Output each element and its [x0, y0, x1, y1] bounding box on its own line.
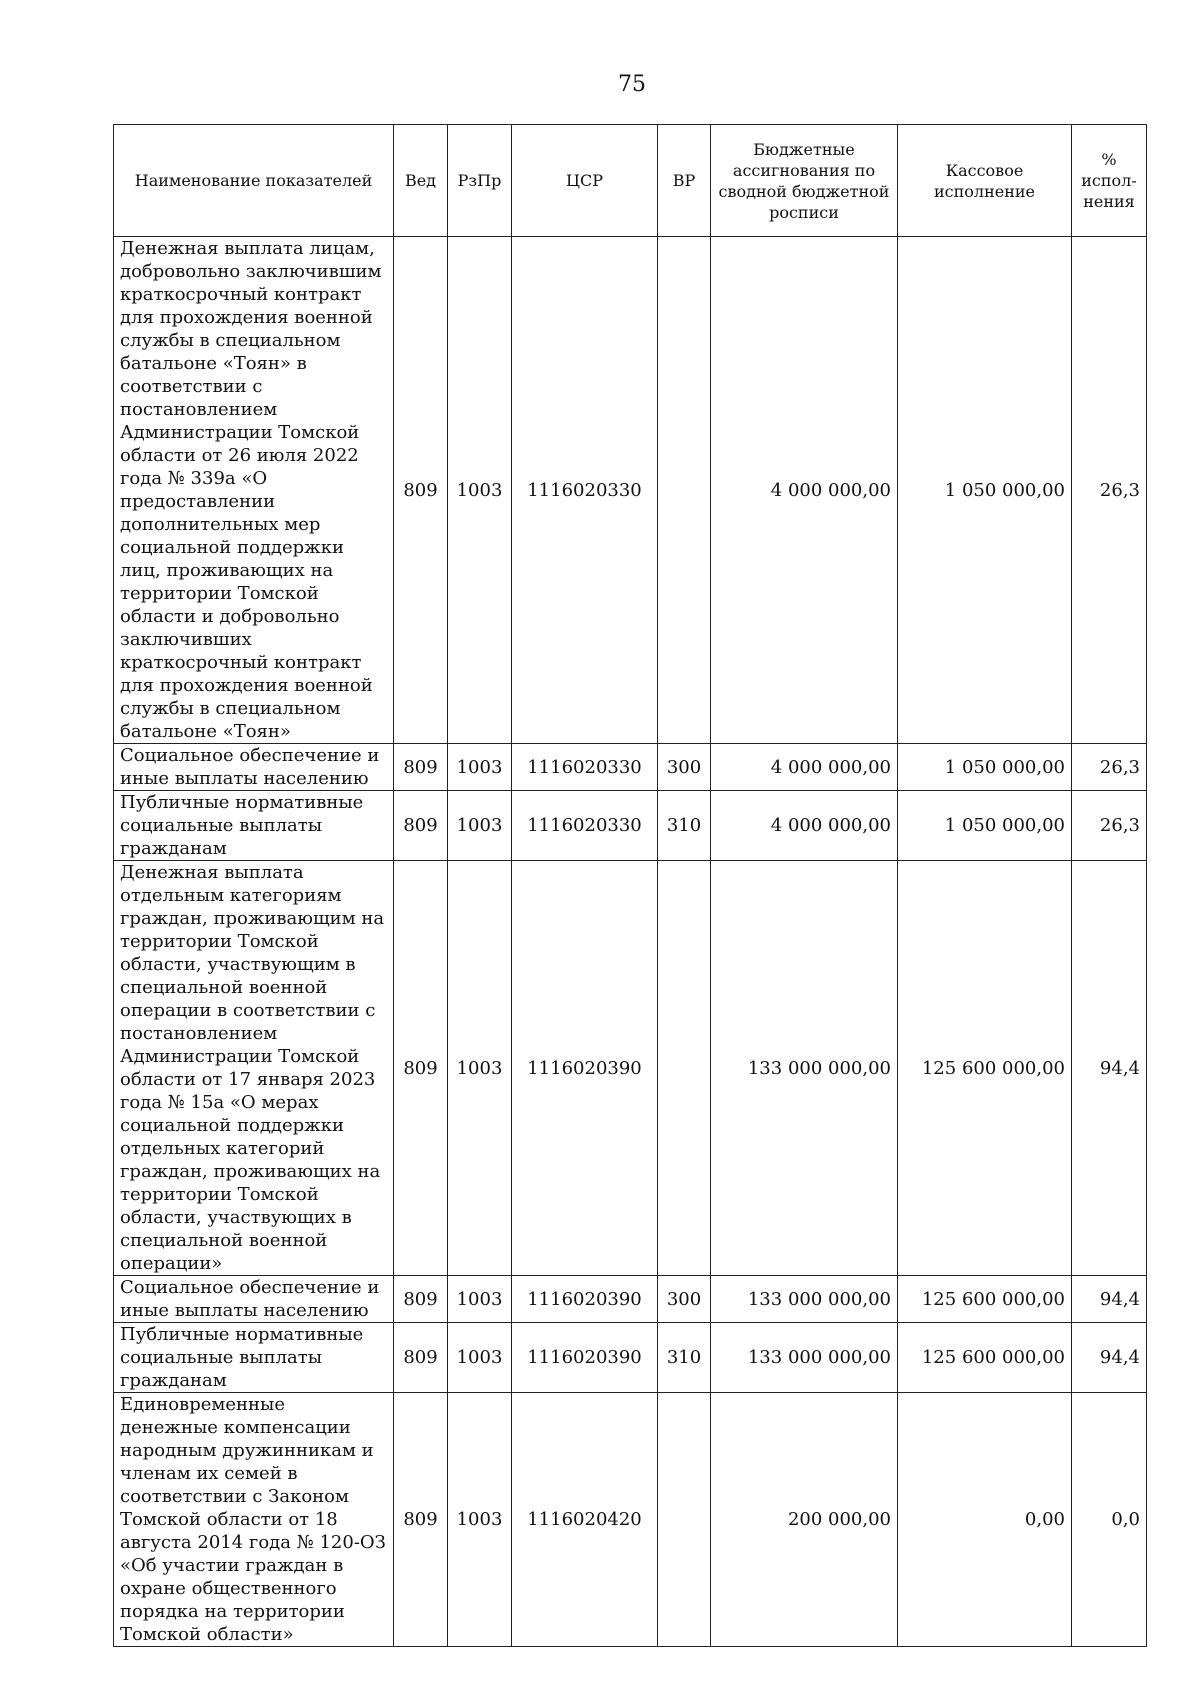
table-row: [114, 861, 1147, 1276]
row-ved: 809: [394, 1323, 448, 1393]
table-row: [114, 1276, 1147, 1323]
row-csr: 1116020390: [512, 1323, 658, 1393]
row-csr: 1116020420: [512, 1393, 658, 1647]
row-budget: 4 000 000,00: [711, 744, 898, 791]
row-cash: 1 050 000,00: [898, 791, 1072, 861]
row-budget: 133 000 000,00: [711, 861, 898, 1276]
row-ved: 809: [394, 237, 448, 744]
row-percent: 26,3: [1072, 744, 1147, 791]
row-cash: 1 050 000,00: [898, 744, 1072, 791]
row-budget: 133 000 000,00: [711, 1276, 898, 1323]
row-vr: 300: [658, 744, 711, 791]
header-csr: ЦСР: [512, 125, 658, 237]
row-rzpr: 1003: [448, 791, 512, 861]
header-ved: Вед: [394, 125, 448, 237]
row-vr: [658, 861, 711, 1276]
row-vr: 300: [658, 1276, 711, 1323]
header-budget: Бюджетные ассигнования по сводной бюджетной росписи: [711, 125, 898, 237]
row-name: Публичные нормативные социальные выплаты гражданам: [114, 1323, 394, 1393]
row-cash: 125 600 000,00: [898, 1323, 1072, 1393]
budget-execution-table: [113, 124, 1147, 1647]
table-row: [114, 1393, 1147, 1647]
row-ved: 809: [394, 1276, 448, 1323]
row-rzpr: 1003: [448, 744, 512, 791]
row-csr: 1116020390: [512, 1276, 658, 1323]
row-ved: 809: [394, 861, 448, 1276]
row-percent: 94,4: [1072, 1276, 1147, 1323]
row-ved: 809: [394, 1393, 448, 1647]
header-rzpr: РзПр: [448, 125, 512, 237]
row-ved: 809: [394, 744, 448, 791]
row-csr: 1116020330: [512, 791, 658, 861]
row-csr: 1116020390: [512, 861, 658, 1276]
row-budget: 4 000 000,00: [711, 237, 898, 744]
table-header-row: [114, 125, 1147, 237]
row-name: Единовременные денежные компенсации народным дружинникам и членам их семей в соответствии с Законом Томской области от 18 августа 2014 года № 120-ОЗ «Об участии граждан в охране общественного порядка на территории Томской области»: [114, 1393, 394, 1647]
page-number: 75: [618, 72, 646, 97]
row-cash: 125 600 000,00: [898, 1276, 1072, 1323]
row-vr: [658, 1393, 711, 1647]
row-percent: 94,4: [1072, 861, 1147, 1276]
row-vr: 310: [658, 791, 711, 861]
table-row: [114, 237, 1147, 744]
header-cash: Кассовое исполнение: [898, 125, 1072, 237]
row-percent: 0,0: [1072, 1393, 1147, 1647]
row-vr: 310: [658, 1323, 711, 1393]
row-rzpr: 1003: [448, 237, 512, 744]
header-vr: ВР: [658, 125, 711, 237]
row-rzpr: 1003: [448, 861, 512, 1276]
row-budget: 133 000 000,00: [711, 1323, 898, 1393]
row-cash: 0,00: [898, 1393, 1072, 1647]
row-budget: 200 000,00: [711, 1393, 898, 1647]
row-cash: 1 050 000,00: [898, 237, 1072, 744]
row-budget: 4 000 000,00: [711, 791, 898, 861]
row-percent: 26,3: [1072, 791, 1147, 861]
table-row: [114, 744, 1147, 791]
row-vr: [658, 237, 711, 744]
row-percent: 26,3: [1072, 237, 1147, 744]
row-name: Денежная выплата отдельным категориям граждан, проживающим на территории Томской области, участвующим в специальной военной операции в соответствии с постановлением Администрации Томской области от 17 января 2023 года № 15а «О мерах социальной поддержки отдельных категорий граждан, проживающих на территории Томской области, участвующих в специальной военной операции»: [114, 861, 394, 1276]
row-name: Публичные нормативные социальные выплаты гражданам: [114, 791, 394, 861]
row-csr: 1116020330: [512, 744, 658, 791]
row-percent: 94,4: [1072, 1323, 1147, 1393]
row-ved: 809: [394, 791, 448, 861]
header-name: Наименование показателей: [114, 125, 394, 237]
row-csr: 1116020330: [512, 237, 658, 744]
row-rzpr: 1003: [448, 1393, 512, 1647]
header-percent: % испол-нения: [1072, 125, 1147, 237]
row-rzpr: 1003: [448, 1323, 512, 1393]
row-name: Денежная выплата лицам, добровольно заключившим краткосрочный контракт для прохождения военной службы в специальном батальоне «Тоян» в соответствии с постановлением Администрации Томской области от 26 июля 2022 года № 339а «О предоставлении дополнительных мер социальной поддержки лиц, проживающих на территории Томской области и добровольно заключивших краткосрочный контракт для прохождения военной службы в специальном батальоне «Тоян»: [114, 237, 394, 744]
table-row: [114, 791, 1147, 861]
row-rzpr: 1003: [448, 1276, 512, 1323]
table-row: [114, 1323, 1147, 1393]
row-name: Социальное обеспечение и иные выплаты населению: [114, 1276, 394, 1323]
row-cash: 125 600 000,00: [898, 861, 1072, 1276]
row-name: Социальное обеспечение и иные выплаты населению: [114, 744, 394, 791]
